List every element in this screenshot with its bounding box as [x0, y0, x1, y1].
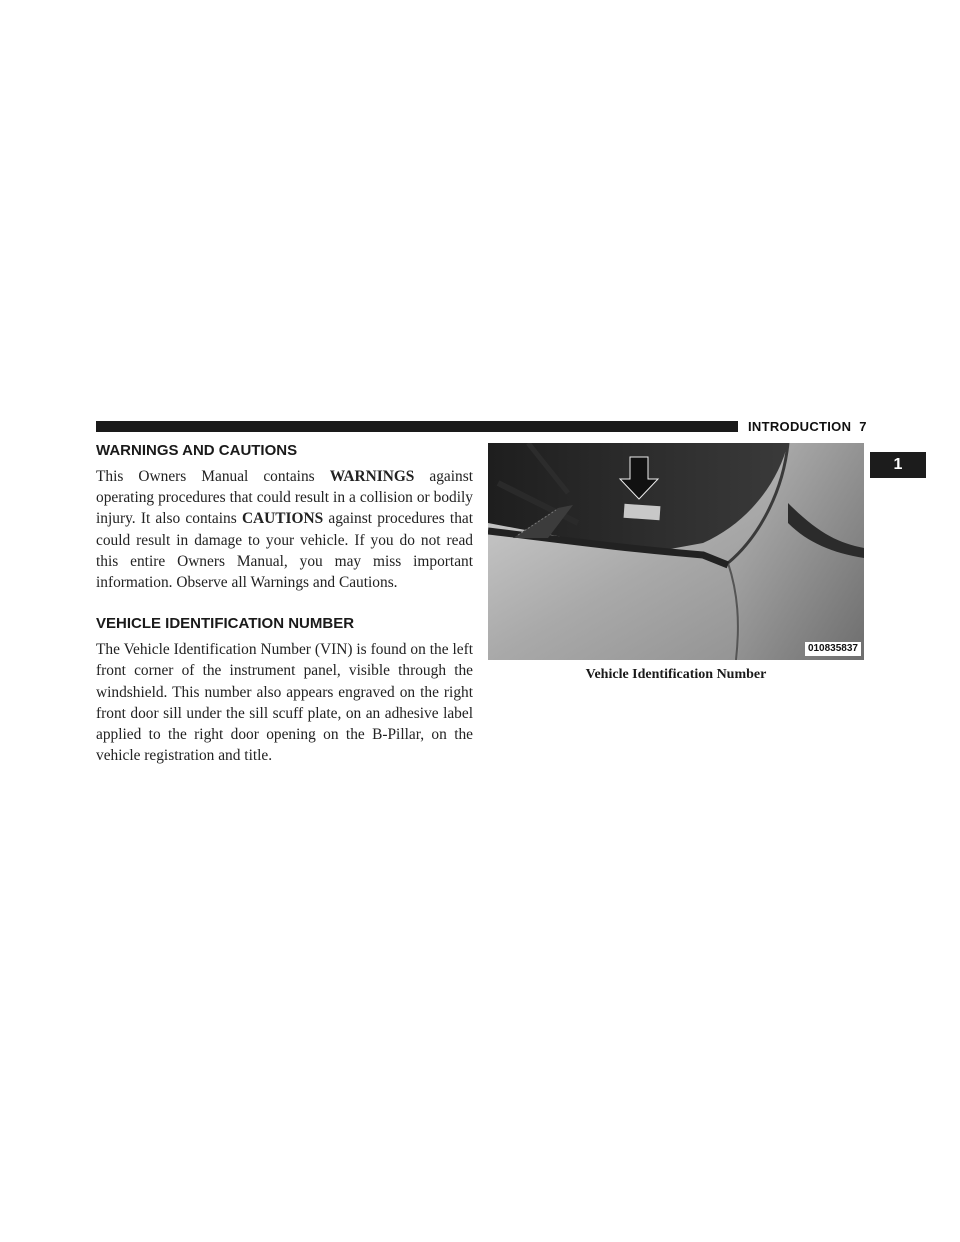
warnings-paragraph [96, 466, 473, 593]
vin-location-photo [488, 443, 864, 660]
vehicle-illustration [488, 443, 864, 660]
warnings-section [96, 442, 473, 593]
vin-heading: VEHICLE IDENTIFICATION NUMBER [96, 615, 355, 633]
warnings-text-1: This Owners Manual contains [96, 468, 330, 485]
warnings-heading: WARNINGS AND CAUTIONS [96, 442, 298, 459]
page-number: 7 [859, 419, 867, 434]
figure-id-label: 010835837 [805, 642, 861, 656]
figure-caption: Vehicle Identification Number [585, 667, 767, 682]
vin-paragraph: The Vehicle Identification Number (VIN) is found on the left front corner of the instrument panel, visible through the windshield. This number also appears engraved on the right front door sill under the sill scuff plate, on an adhesive label applied to the right door opening on the B-Pillar, on the vehicle registration and title. [96, 641, 473, 765]
section-title: INTRODUCTION [748, 419, 852, 434]
vin-section [96, 615, 473, 766]
header-rule [96, 421, 738, 432]
warnings-text-2: against operating procedures that could result in a collision or bodily injury. It also contains [96, 468, 473, 528]
warnings-keyword: WARNINGS [329, 468, 415, 485]
cautions-keyword: CAUTIONS [241, 510, 324, 528]
chapter-tab[interactable]: 1 [870, 452, 926, 478]
warnings-text-3: against procedures that could result in damage to your vehicle. If you do not read this entire Owners Manual, you may miss important information. Observe all Warnings and Cautions. [96, 510, 474, 592]
running-header [748, 419, 867, 435]
left-column [96, 442, 473, 766]
